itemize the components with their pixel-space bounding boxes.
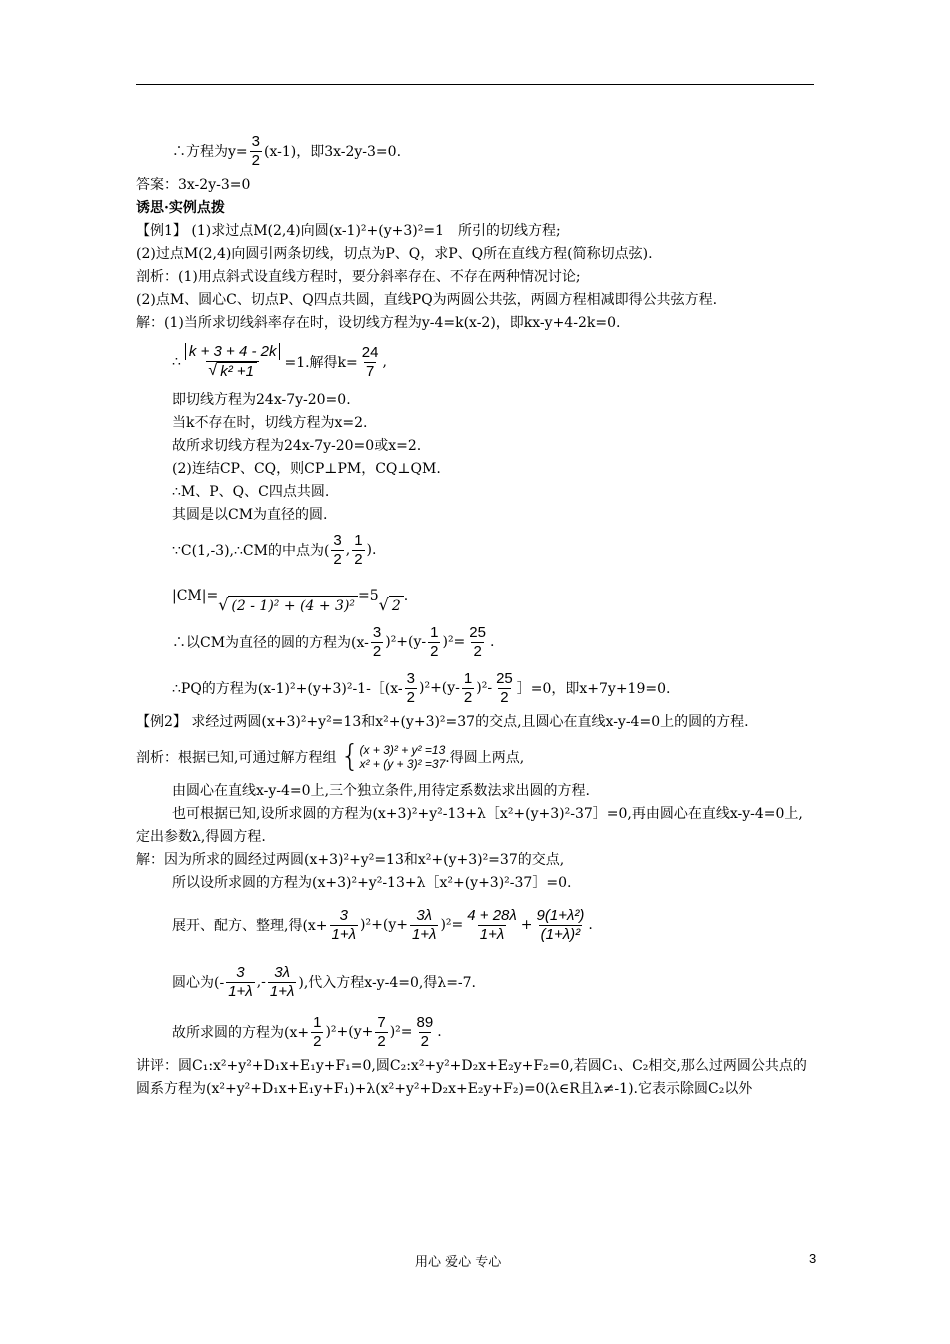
solution-1: 解：(1)当所求切线斜率存在时，设切线方程为y-4=k(x-2)，即kx-y+4-2k=0. bbox=[136, 315, 621, 331]
header-rule bbox=[136, 84, 814, 85]
final-equation-line: 故所求圆的方程为(x+ $\frac{1}{2}$ )²+(y+ $\frac{7}{2}$ )²= $\frac{89}{2}$ . bbox=[172, 1013, 442, 1050]
midpoint-line: ∵C(1,-3),∴CM的中点为( $\frac{3}{2}$ , $\frac{1}{2}$ ). bbox=[172, 531, 377, 568]
answer-line: 答案：3x-2y-3=0 bbox=[136, 177, 251, 193]
circle-equation-line: ∴以CM为直径的圆的方程为(x- $\frac{3}{2}$ )²+(y- $\frac{1}{2}$ )²= $\frac{25}{2}$ . bbox=[172, 623, 495, 660]
text-line: 其圆是以CM为直径的圆. bbox=[172, 507, 328, 523]
example-1-part-1: 【例1】 (1)求过点M(2,4)向圆(x-1)²+(y+3)²=1 所引的切线方程; bbox=[136, 223, 561, 239]
analysis-1: 剖析：(1)用点斜式设直线方程时，要分斜率存在、不存在两种情况讨论; bbox=[136, 269, 581, 285]
page-number: 3 bbox=[809, 1251, 817, 1266]
eq-line-1: ∴方程为y= $\frac{3}{2}$ (x-1)，即3x-2y-3=0. bbox=[172, 132, 402, 169]
pq-equation-line: ∴PQ的方程为(x-1)²+(y+3)²-1-［(x- $\frac{3}{2}$ )²+(y- $\frac{1}{2}$ )²- $\frac{25}{2}$ ］=0，即x+7y+19=0. bbox=[172, 669, 671, 706]
expanded-equation-line: 展开、配方、整理,得(x+ $\frac{3}{1+\lambda}$ )²+(y+ $\frac{3\lambda}{1+\lambda}$ )²= $\frac{4 + 28\lambda}{1+\lambda}$ + $\frac{\text{9(1+λ²)}}{\text{(1+λ)²}}$ . bbox=[172, 906, 593, 943]
text-line: 即切线方程为24x-7y-20=0. bbox=[172, 392, 351, 408]
fraction: $\frac{3}{2}$ bbox=[251, 132, 260, 169]
example-2: 【例2】 求经过两圆(x+3)²+y²=13和x²+(y+3)²=37的交点,且圆心在直线x-y-4=0上的圆的方程. bbox=[136, 714, 749, 730]
text-line: 当k不存在时，切线方程为x=2. bbox=[172, 415, 368, 431]
example-1-part-2: (2)过点M(2,4)向圆引两条切线，切点为P、Q，求P、Q所在直线方程(简称切点弦). bbox=[136, 246, 653, 262]
text-line: 由圆心在直线x-y-4=0上,三个独立条件,用待定系数法求出圆的方程. bbox=[172, 783, 590, 799]
analysis-2: (2)点M、圆心C、切点P、Q四点共圆，直线PQ为两圆公共弦，两圆方程相减即得公共弦方程. bbox=[136, 292, 718, 308]
footer-slogan: 用心 爱心 专心 bbox=[415, 1255, 502, 1270]
commentary: 讲评：圆C₁:x²+y²+D₁x+E₁y+F₁=0,圆C₂:x²+y²+D₂x+E₂y+F₂=0,若圆C₁、C₂相交,那么过两圆公共点的圆系方程为(x²+y²+D₁x+E₁y+F₁)+λ(x²+y²+D₂x+E₂y+F₂)=0(λ∈R且λ≠-1).它表示除圆C₂以外 bbox=[136, 1058, 807, 1097]
text-line: (2)连结CP、CQ，则CP⊥PM，CQ⊥QM. bbox=[172, 461, 441, 477]
text-paragraph: 也可根据已知,设所求圆的方程为(x+3)²+y²-13+λ［x²+(y+3)²-37］=0,再由圆心在直线x-y-4=0上,定出参数λ,得圆方程. bbox=[136, 806, 803, 845]
center-line: 圆心为(- $\frac{3}{1+\lambda}$ ,- $\frac{3\lambda}{1+\lambda}$ ),代入方程x-y-4=0,得λ=-7. bbox=[172, 963, 477, 1000]
text-line: 所以设所求圆的方程为(x+3)²+y²-13+λ［x²+(y+3)²-37］=0. bbox=[172, 875, 572, 891]
distance-fraction: k + 3 + 4 - 2k √ k² +1 bbox=[183, 343, 283, 381]
equation-system: { (x + 3)² + y² =13 x² + (y + 3)² =37 bbox=[340, 739, 446, 774]
slope-fraction: $\frac{24}{7}$ bbox=[361, 343, 379, 380]
section-heading: 诱思·实例点拨 bbox=[136, 200, 225, 216]
cm-length-line: |CM|= √ (2 - 1)² + (4 + 3)² =5 √ 2 . bbox=[172, 588, 409, 614]
equation-system-line: 剖析：根据已知,可通过解方程组 { (x + 3)² + y² =13 x² + (y + 3)² =37 .得圆上两点, bbox=[136, 739, 525, 774]
text-line: ∴M、P、Q、C四点共圆. bbox=[172, 484, 330, 500]
document-body bbox=[136, 128, 816, 1101]
solution-2: 解：因为所求的圆经过两圆(x+3)²+y²=13和x²+(y+3)²=37的交点, bbox=[136, 852, 565, 868]
text-line: 故所求切线方程为24x-7y-20=0或x=2. bbox=[172, 438, 422, 454]
distance-equation: ∴ k + 3 + 4 - 2k √ k² +1 =1.解得k= $\frac{24}{7}$ , bbox=[172, 343, 387, 380]
